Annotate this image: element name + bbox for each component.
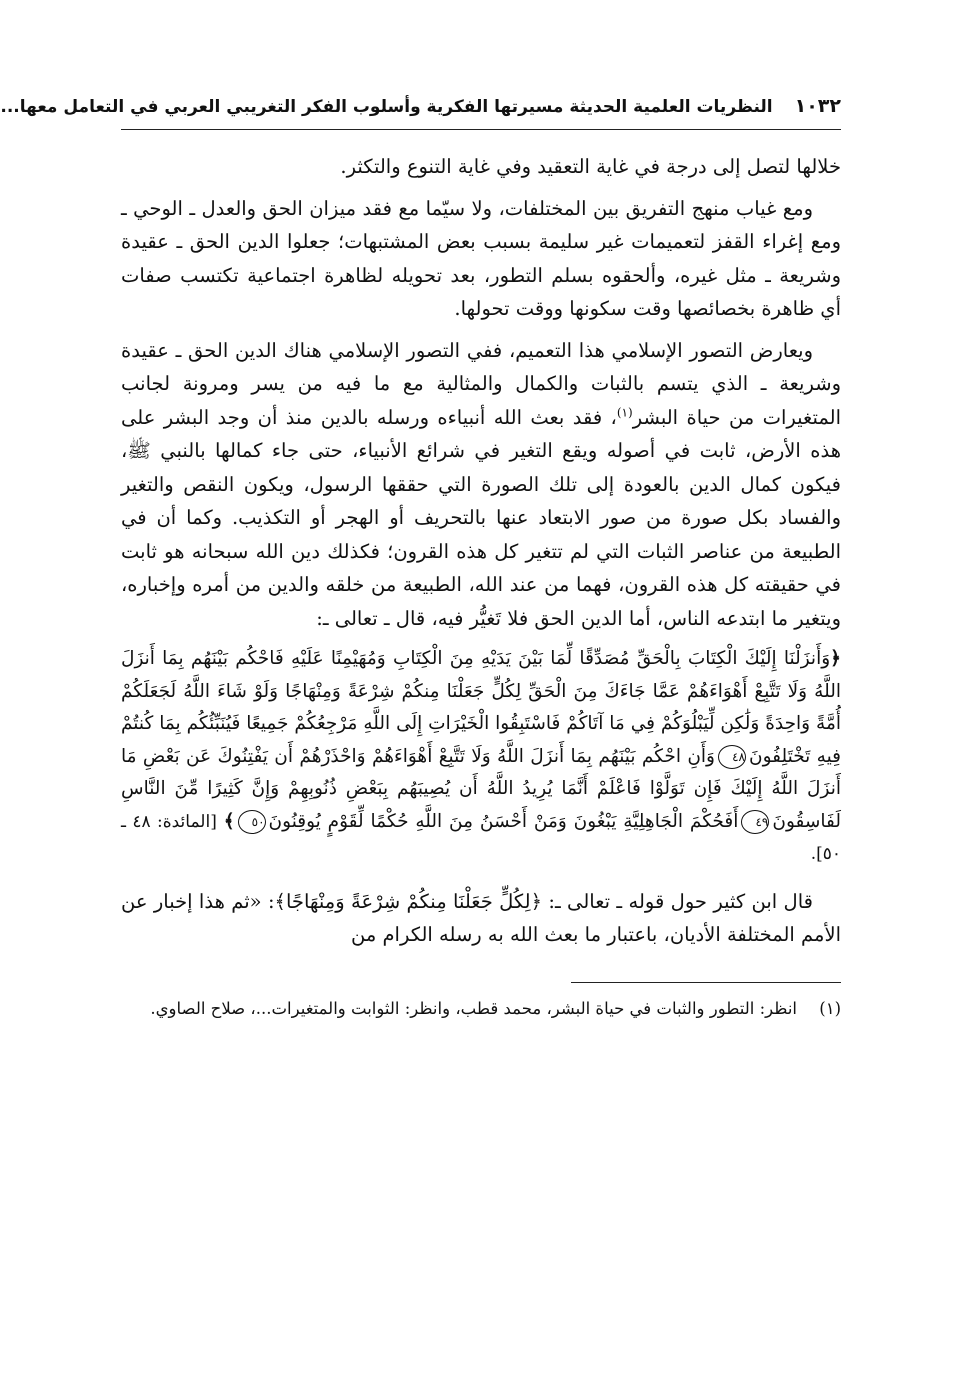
body-text-closing [121, 885, 841, 952]
closing-text-before: قال ابن كثير حول قوله ـ تعالى ـ: [548, 889, 813, 913]
paragraph-ibn-kathir [121, 885, 841, 952]
ayah-number-marker: ٤٨ [718, 745, 746, 769]
ayah-number-marker: ٥٠ [238, 810, 266, 834]
closing-quran-quote: ﴿لِكُلٍّ جَعَلْنَا مِنكُمْ شِرْعَةً وَمِنْهَاجًا﴾ [274, 889, 543, 913]
book-page [0, 92, 842, 1023]
quran-verse-48: وَأَنزَلْنَا إِلَيْكَ الْكِتَابَ بِالْحَقِّ مُصَدِّقًا لِّمَا بَيْنَ يَدَيْهِ مِنَ الْكِتَابِ وَمُهَيْمِنًا عَلَيْهِ فَاحْكُم بَيْنَهُم بِمَا أَنزَلَ اللَّهُ وَلَا تَتَّبِعْ أَهْوَاءَهُمْ عَمَّا جَاءَكَ مِنَ الْحَقِّ لِكُلٍّ جَعَلْنَا مِنكُمْ شِرْعَةً وَمِنْهَاجًا وَلَوْ شَاءَ اللَّهُ لَجَعَلَكُمْ أُمَّةً وَاحِدَةً وَلَٰكِن لِّيَبْلُوَكُمْ فِي مَا آتَاكُمْ فَاسْتَبِقُوا الْخَيْرَاتِ إِلَى اللَّهِ مَرْجِعُكُمْ جَمِيعًا فَيُنَبِّئُكُم بِمَا كُنتُمْ فِيهِ تَخْتَلِفُونَ [121, 648, 842, 767]
paragraph-methodology: ومع غياب منهج التفريق بين المختلفات، ولا سيّما مع فقد ميزان الحق والعدل ـ الوحي ـ ومع إغراء القفز لتعميمات غير سليمة بسبب بعض المشتبهات؛ جعلوا الدين الحق ـ عقيدة وشريعة ـ مثل غيره، وألحقوه بسلم التطور، بعد تحويله لظاهرة اجتماعية تكتسب صفات أي ظاهرة بخصائصها وقت سكونها ووقت تحولها. [121, 196, 841, 320]
paragraph-text-before-ref: ويعارض التصور الإسلامي هذا التعميم، ففي التصور الإسلامي هناك الدين الحق ـ عقيدة وشريعة ـ الذي يتسم بالثبات والكمال والمثالية مع ما فيه من يسر ومرونة لجانب المتغيرات من حياة البشر [121, 338, 841, 429]
body-text [121, 150, 841, 635]
page-number: ١٠٣٢ [794, 95, 841, 117]
ayah-number-marker: ٤٩ [741, 810, 769, 834]
quran-citation: [المائدة: ٤٨ ـ ٥٠]. [121, 811, 841, 864]
footnote-divider [571, 982, 841, 983]
paragraph-islamic-view [121, 334, 841, 636]
paragraph-continuation: خلالها لتصل إلى درجة في غاية التعقيد وفي غاية التنوع والتكثر. [340, 155, 841, 178]
footnote [121, 995, 841, 1023]
footnote-text: انظر: التطور والثبات في حياة البشر، محمد قطب، وانظر: الثوابت والمتغيرات...، صلاح الصاوي. [150, 998, 797, 1018]
quran-verse-50: أَفَحُكْمَ الْجَاهِلِيَّةِ يَبْغُونَ وَمَنْ أَحْسَنُ مِنَ اللَّهِ حُكْمًا لِّقَوْمٍ يُوقِنُونَ [268, 810, 739, 832]
footnote-number: (١) [819, 998, 841, 1018]
quran-close-bracket: ﴾ [223, 810, 235, 832]
paragraph-text-after-ref: ، فقد بعث الله أنبياءه ورسله بالدين منذ أن وجد البشر على هذه الأرض، ثابت في أصوله ويقع التغير في شرائع الأنبياء، حتى جاء كمالها بالنبي ﷺ، فيكون كمال الدين بالعودة إلى تلك الصورة التي حققها الرسول، ويكون النقص والتغير والفساد بكل صورة من صور الابتعاد عنها بالتحريف أو الهجر أو التكذيب. وكما أن في الطبيعة من عناصر الثبات التي لم تتغير كل هذه القرون؛ فكذلك دين الله سبحانه هو ثابت في حقيقته كل هذه القرون، فهما من عند الله، الطبيعة من خلقه والدين من أمره وإخباره، ويتغير ما ابتدعه الناس، أما الدين الحق فلا تَغيُّر فيه، قال ـ تعالى ـ: [121, 405, 841, 630]
quran-open-bracket: ﴿ [830, 648, 841, 669]
quran-quote [121, 643, 841, 871]
running-header [0, 92, 841, 121]
header-divider [121, 129, 841, 130]
running-header-title: النظريات العلمية الحديثة مسيرتها الفكرية وأسلوب الفكر التغريبي العربي في التعامل معها... [0, 97, 773, 117]
quran-verse-49: وَأَنِ احْكُم بَيْنَهُم بِمَا أَنزَلَ اللَّهُ وَلَا تَتَّبِعْ أَهْوَاءَهُمْ وَاحْذَرْهُمْ أَن يَفْتِنُوكَ عَن بَعْضِ مَا أَنزَلَ اللَّهُ إِلَيْكَ فَإِن تَوَلَّوْا فَاعْلَمْ أَنَّمَا يُرِيدُ اللَّهُ أَن يُصِيبَهُم بِبَعْضِ ذُنُوبِهِمْ وَإِنَّ كَثِيرًا مِّنَ النَّاسِ لَفَاسِقُونَ [121, 745, 841, 832]
closing-text-after: : «ثم هذا إخبار عن الأمم المختلفة الأديان، باعتبار ما بعث الله به رسله الكرام من [121, 889, 841, 946]
footnote-reference[interactable]: (١) [616, 405, 633, 419]
